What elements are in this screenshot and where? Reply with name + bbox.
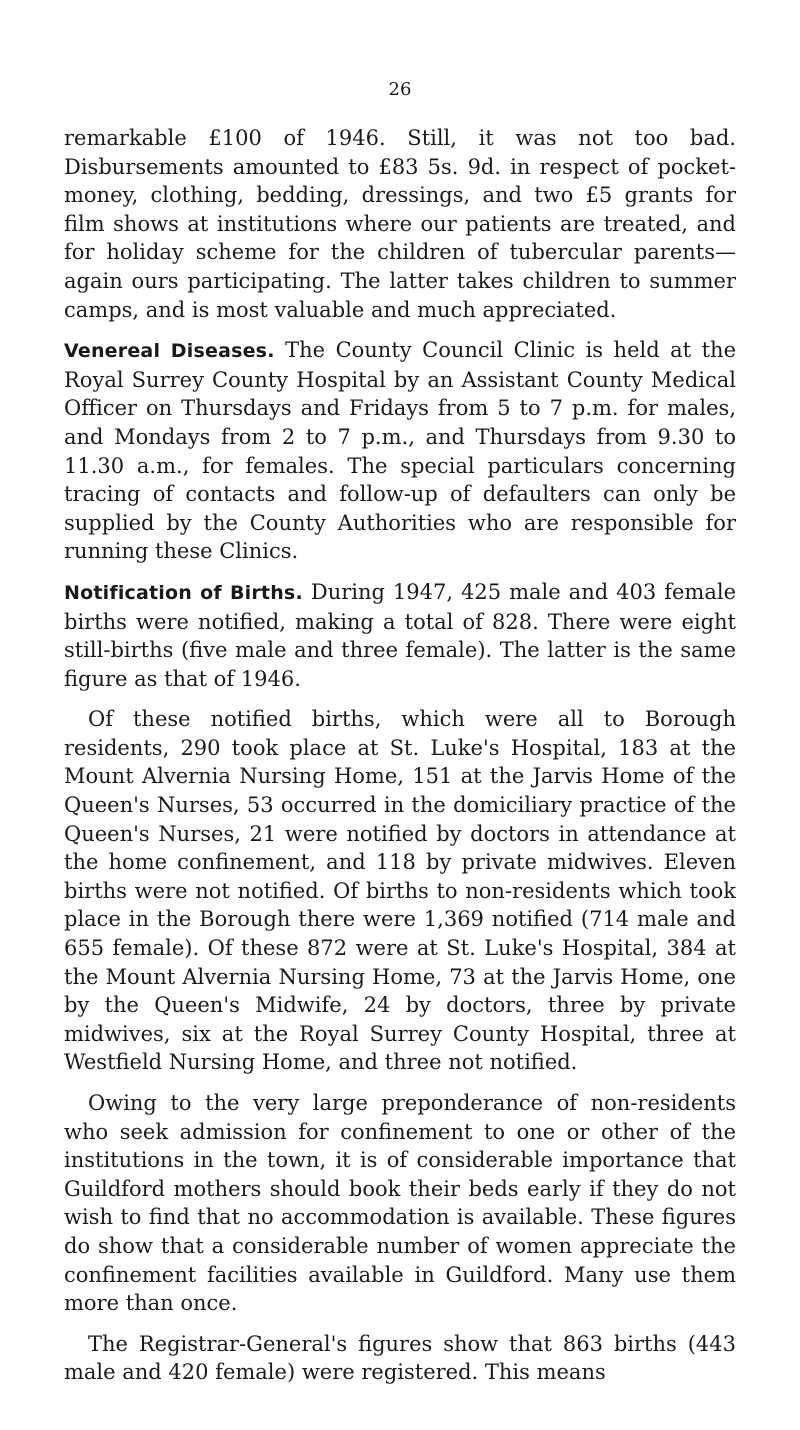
paragraph-pocket-money — [64, 124, 736, 324]
section-heading-notification-of-births: Notification of Births. — [64, 581, 303, 604]
paragraph-text: The Registrar-General's figures show that 863 births (443 male and 420 female) were registered. This means — [64, 1331, 736, 1385]
body-text — [64, 124, 736, 1387]
paragraph-text: remarkable £100 of 1946. Still, it was not too bad. Disbursements amounted to £83 5s. 9d. in respect of pocket-money, clothing, bedding, dressings, and two £5 grants for film shows at institutions where our patients are treated, and for holiday scheme for the children of tubercular parents—again ours participating. The latter takes children to summer camps, and is most valuable and much appreciated. — [64, 126, 736, 322]
paragraph-notification-of-births — [64, 578, 736, 693]
section-heading-venereal-diseases: Venereal Diseases. — [64, 340, 275, 363]
page-number: 26 — [388, 79, 412, 100]
paragraph-non-residents — [64, 1089, 736, 1318]
paragraph-text: Owing to the very large preponderance of non-residents who seek admission for confinement to one or other of the institutions in the town, it is of considerable importance that Guildford mothers should book their beds early if they do not wish to find that no accommodation is available. These figures do show that a considerable number of women appreciate the confinement facilities available in Guildford. Many use them more than once. — [64, 1091, 736, 1316]
paragraph-text: Of these notified births, which were all to Borough residents, 290 took place at St. Luke's Hospital, 183 at the Mount Alvernia Nursing Home, 151 at the Jarvis Home of the Queen's Nurses, 53 occurred in the domiciliary practice of the Queen's Nurses, 21 were notified by doctors in attendance at the home confinement, and 118 by private midwives. Eleven births were not notified. Of births to non-residents which took place in the Borough there were 1,369 notified (714 male and 655 female). Of these 872 were at St. Luke's Hospital, 384 at the Mount Alvernia Nursing Home, 73 at the Jarvis Home, one by the Queen's Midwife, 24 by doctors, three by private midwives, six at the Royal Surrey County Hospital, three at Westfield Nursing Home, and three not notified. — [64, 707, 736, 1075]
paragraph-registrar-general — [64, 1330, 736, 1387]
paragraph-venereal-diseases — [64, 336, 736, 566]
paragraph-text: During 1947, 425 male and 403 female births were notified, making a total of 828. There were eight still-births (five male and three female). The latter is the same figure as that of 1946. — [64, 579, 736, 691]
paragraph-notified-births-detail — [64, 705, 736, 1077]
paragraph-text: The County Council Clinic is held at the Royal Surrey County Hospital by an Assistant County Medical Officer on Thursdays and Fridays from 5 to 7 p.m. for males, and Mondays from 2 to 7 p.m., and Thursdays from 9.30 to 11.30 a.m., for females. The special particulars concerning tracing of contacts and follow-up of defaulters can only be supplied by the County Authorities who are responsible for running these Clinics. — [64, 338, 737, 564]
